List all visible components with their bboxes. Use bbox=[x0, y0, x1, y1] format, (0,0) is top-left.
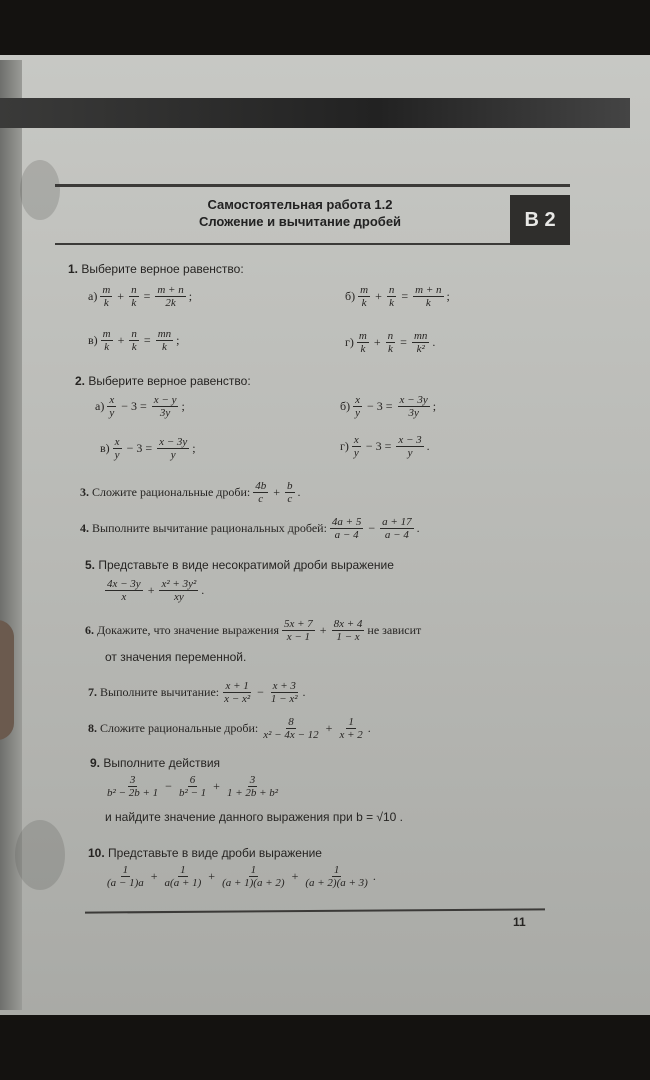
task-7: 7. Выполните вычитание: $\frac{x + 1}{\text{x − x²}}$ − $\frac{x + 3}{\text{1 − x²}}$ . bbox=[88, 680, 306, 705]
task-10 bbox=[88, 846, 322, 860]
minus-three: − 3 = bbox=[126, 441, 153, 455]
operator: + bbox=[375, 289, 382, 303]
page-number: 11 bbox=[513, 915, 526, 929]
fraction: $\frac{3}{\text{b² − 2b + 1}}$ bbox=[107, 774, 159, 799]
task-number: 9. bbox=[90, 756, 101, 770]
fraction: $\frac{8}{\text{x² − 4x − 12}}$ bbox=[263, 716, 319, 741]
task-number: 8. bbox=[88, 721, 97, 735]
task-text: Докажите, что значение выражения bbox=[97, 623, 279, 637]
fraction: $\frac{m}{k}$ bbox=[102, 328, 111, 353]
fraction: $\frac{x}{y}$ bbox=[355, 394, 360, 419]
operator: + bbox=[117, 289, 125, 303]
fraction: $\frac{m}{k}$ bbox=[102, 284, 111, 309]
fraction: $\frac{1}{(a + 1)(a + 2)}$ bbox=[222, 864, 285, 889]
minus-three: − 3 = bbox=[367, 399, 393, 413]
fraction: $\frac{x - y}{3y}$ bbox=[153, 394, 177, 419]
fraction: $\frac{x - 3y}{3y}$ bbox=[399, 394, 428, 419]
option-label: в) bbox=[100, 441, 110, 455]
fraction: $\frac{1}{(a + 2)(a + 3)}$ bbox=[305, 864, 368, 889]
fraction: $\frac{x}{y}$ bbox=[353, 434, 359, 459]
task-2-option-g: г) $\frac{x}{y}$ − 3 = $\frac{x - 3}{y}$ . bbox=[340, 434, 430, 459]
task-number: 2. bbox=[75, 374, 86, 388]
fraction: $\frac{5x + 7}{x - 1}$ bbox=[283, 618, 313, 643]
fraction: $\frac{4x - 3y}{x}$ bbox=[107, 578, 141, 603]
fraction: $\frac{8x + 4}{1 - x}$ bbox=[333, 618, 363, 643]
task-1 bbox=[68, 262, 244, 276]
task-1-option-g: г) $\frac{m}{k}$ + $\frac{n}{k}$ = $\frac{mn}{\text{k²}}$ . bbox=[345, 330, 436, 355]
fraction: $\frac{n}{k}$ bbox=[131, 328, 137, 353]
fraction: $\frac{x + 1}{\text{x − x²}}$ bbox=[224, 680, 251, 705]
minus-three: − 3 = bbox=[121, 399, 147, 413]
task-6: 6. Докажите, что значение выражения $\frac{5x + 7}{x - 1}$ + $\frac{8x + 4}{1 - x}$ не зависит bbox=[85, 618, 422, 643]
task-5 bbox=[85, 558, 394, 572]
fraction: $\frac{m + n}{2k}$ bbox=[157, 284, 184, 309]
fraction: $\frac{n}{k}$ bbox=[387, 330, 394, 355]
option-label: а) bbox=[95, 399, 105, 413]
task-number: 4. bbox=[80, 521, 89, 535]
header-bottom-rule bbox=[55, 243, 510, 245]
header-subtitle: Сложение и вычитание дробей bbox=[198, 214, 402, 229]
task-2-option-v: в) $\frac{x}{y}$ − 3 = $\frac{x - 3y}{y}$ ; bbox=[100, 436, 196, 461]
task-number: 1. bbox=[68, 262, 79, 276]
option-label: б) bbox=[345, 289, 356, 303]
paper-stain bbox=[15, 820, 65, 890]
task-2-option-b: б) $\frac{x}{y}$ − 3 = $\frac{x - 3y}{3y}$ ; bbox=[340, 394, 437, 419]
option-label: г) bbox=[340, 439, 349, 453]
operator: + bbox=[117, 333, 125, 347]
minus-three: − 3 = bbox=[365, 439, 392, 453]
fraction: $\frac{a + 17}{a - 4}$ bbox=[382, 516, 412, 541]
fraction: $\frac{3}{\text{1 + 2b + b²}}$ bbox=[226, 774, 279, 799]
top-dark-band bbox=[0, 98, 630, 128]
task-9-line2: и найдите значение данного выражения при b = √10 . bbox=[105, 810, 404, 824]
header-rule bbox=[55, 184, 570, 187]
variant-badge: В 2 bbox=[510, 195, 570, 245]
fraction: $\frac{m}{k}$ bbox=[358, 330, 367, 355]
option-label: в) bbox=[88, 333, 98, 347]
task-9-expression: $\frac{3}{\text{b² − 2b + 1}}$ − $\frac{6}{\text{b² − 1}}$ + $\frac{3}{\text{1 + 2b + b²}}$ bbox=[107, 774, 279, 799]
fraction: $\frac{6}{\text{b² − 1}}$ bbox=[178, 774, 207, 799]
task-text: Выполните действия bbox=[103, 756, 221, 770]
fraction: $\frac{x}{y}$ bbox=[114, 436, 120, 461]
task-1-option-b: б) $\frac{m}{k}$ + $\frac{n}{k}$ = $\frac{m + n}{k}$ ; bbox=[345, 284, 450, 309]
task-number: 10. bbox=[88, 846, 105, 860]
task-text: Сложите рациональные дроби: bbox=[100, 721, 259, 735]
fraction: $\frac{m}{k}$ bbox=[360, 284, 369, 309]
task-6-line2: от значения переменной. bbox=[105, 650, 247, 664]
fraction: $\frac{x}{y}$ bbox=[109, 394, 115, 419]
option-label: а) bbox=[88, 289, 98, 303]
fraction: $\frac{1}{a(a + 1)}$ bbox=[164, 864, 202, 889]
task-text: Выберите верное равенство: bbox=[81, 262, 244, 276]
header-title: Самостоятельная работа 1.2 bbox=[207, 197, 393, 212]
task-number: 3. bbox=[80, 485, 89, 499]
finger-shadow bbox=[0, 620, 14, 740]
equals: = bbox=[400, 335, 407, 349]
task-text: Выполните вычитание: bbox=[100, 685, 220, 699]
fraction: $\frac{x + 3}{\text{1 − x²}}$ bbox=[270, 680, 298, 705]
fraction: $\frac{mn}{k}$ bbox=[157, 328, 172, 353]
fraction: $\frac{m + n}{k}$ bbox=[415, 284, 442, 309]
task-2 bbox=[75, 374, 251, 388]
task-text: Сложите рациональные дроби: bbox=[92, 485, 251, 499]
task-8: 8. Сложите рациональные дроби: $\frac{8}{\text{x² − 4x − 12}}$ + $\frac{1}{x + 2}$ . bbox=[88, 716, 371, 741]
task-1-option-a: а) $\frac{m}{k}$ + $\frac{n}{k}$ = $\frac{m + n}{2k}$ ; bbox=[88, 284, 193, 309]
task-9 bbox=[90, 756, 220, 770]
task-text: Выберите верное равенство: bbox=[88, 374, 251, 388]
task-2-option-a: а) $\frac{x}{y}$ − 3 = $\frac{x - y}{3y}$ ; bbox=[95, 394, 185, 419]
fraction: $\frac{\text{x² + 3y²}}{xy}$ bbox=[161, 578, 197, 603]
task-number: 7. bbox=[88, 685, 97, 699]
task-4: 4. Выполните вычитание рациональных дробей: $\frac{4a + 5}{a - 4}$ − $\frac{a + 17}{a - 4}$ . bbox=[80, 516, 420, 541]
equals: = bbox=[143, 289, 151, 303]
paper-stain bbox=[20, 160, 60, 220]
task-10-expression: $\frac{1}{(a - 1)a}$ + $\frac{1}{a(a + 1)}$ + $\frac{1}{(a + 1)(a + 2)}$ + $\frac{1}{(a + 2)(a + 3)}$ . bbox=[107, 864, 376, 889]
task-number: 5. bbox=[85, 558, 96, 572]
task-3: 3. Сложите рациональные дроби: $\frac{4b}{c}$ + $\frac{b}{c}$ . bbox=[80, 480, 301, 505]
fraction: $\frac{n}{k}$ bbox=[388, 284, 395, 309]
operator: + bbox=[373, 335, 381, 349]
equals: = bbox=[401, 289, 409, 303]
fraction: $\frac{x - 3}{y}$ bbox=[398, 434, 422, 459]
fraction: $\frac{4a + 5}{a - 4}$ bbox=[331, 516, 362, 541]
fraction: $\frac{1}{(a - 1)a}$ bbox=[107, 864, 144, 889]
task-text: Представьте в виде несократимой дроби выражение bbox=[98, 558, 394, 572]
task-text: Выполните вычитание рациональных дробей: bbox=[92, 521, 327, 535]
fraction: $\frac{1}{x + 2}$ bbox=[339, 716, 363, 741]
equals: = bbox=[143, 333, 151, 347]
task-text: Представьте в виде дроби выражение bbox=[108, 846, 322, 860]
fraction: $\frac{x - 3y}{y}$ bbox=[159, 436, 188, 461]
fraction: $\frac{b}{c}$ bbox=[287, 480, 293, 505]
fraction: $\frac{mn}{\text{k²}}$ bbox=[413, 330, 428, 355]
option-label: г) bbox=[345, 335, 354, 349]
task-5-expression: $\frac{4x - 3y}{x}$ + $\frac{\text{x² + 3y²}}{xy}$ . bbox=[107, 578, 205, 603]
header-title-block bbox=[150, 196, 450, 230]
option-label: б) bbox=[340, 399, 351, 413]
task-1-option-v: в) $\frac{m}{k}$ + $\frac{n}{k}$ = $\frac{mn}{k}$ ; bbox=[88, 328, 180, 353]
fraction: $\frac{4b}{c}$ bbox=[255, 480, 267, 505]
task-number: 6. bbox=[85, 623, 94, 637]
fraction: $\frac{n}{k}$ bbox=[131, 284, 137, 309]
